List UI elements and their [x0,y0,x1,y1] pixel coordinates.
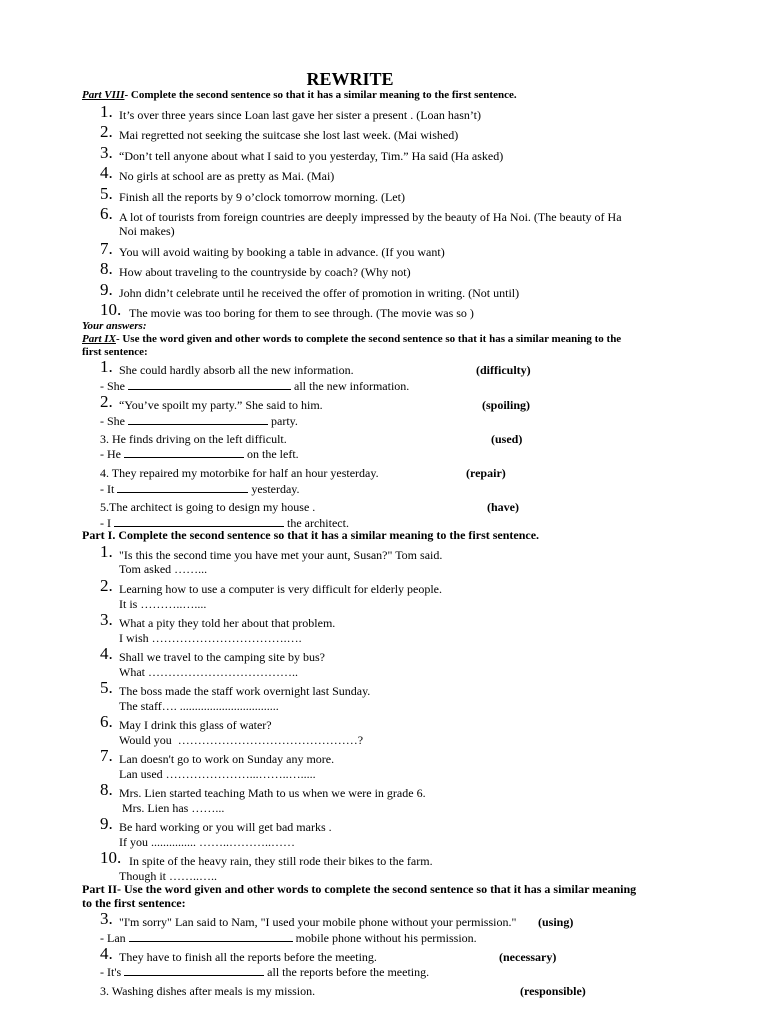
keyword: (spoiling) [482,398,531,412]
item-number: 5. [100,678,113,697]
answer-line: Tom asked ……... [119,562,208,576]
item-number: 3. [100,610,113,629]
item-text: A lot of tourists from foreign countries are deeply impressed by the beauty of Ha Noi. (The beauty of Ha Noi makes) [119,210,622,238]
line-suffix: all the new information. [294,379,410,393]
item-number: 10. [100,848,122,867]
line-prefix: - It's [100,965,122,979]
part9-item-4: 4. They repaired my motorbike for half an hour yesterday. [100,466,379,480]
part2-item-3: 3. Washing dishes after meals is my mission. [100,984,316,998]
item-number: 9. [100,280,113,299]
item-number: 4. [100,163,113,182]
item-text: "I'm sorry" Lan said to Nam, "I used your mobile phone without your permission." [119,915,517,929]
keyword: (have) [487,500,519,514]
item-number: 3. [100,909,113,928]
part1-heading: Part I. Complete the second sentence so that it has a similar meaning to the first sentence. [82,528,540,542]
item-number: 2. [100,122,113,141]
item-text: John didn’t celebrate until he received the offer of promotion in writing. (Not until) [119,286,520,300]
item-text: The movie was too boring for them to see through. (The movie was so ) [129,306,474,320]
item-number: 7. [100,239,113,258]
line-prefix: - It [100,482,115,496]
item-text: You will avoid waiting by booking a table in advance. (If you want) [119,245,445,259]
item-number: 8. [100,259,113,278]
rewrite-line [100,930,477,945]
blank-line[interactable] [129,930,293,942]
rewrite-line [100,964,429,979]
item-number: 4. [100,644,113,663]
item-number: 10. [100,300,122,319]
rewrite-line [100,481,300,496]
item-number: 9. [100,814,113,833]
keyword: (repair) [466,466,506,480]
blank-line[interactable] [128,413,268,425]
answer-line: What ……………………………….. [119,665,298,679]
item-text: What a pity they told her about that problem. [119,616,336,630]
item-number: 3. [100,143,113,162]
line-prefix: - She [100,379,125,393]
item-text: The boss made the staff work overnight last Sunday. [119,684,371,698]
blank-line[interactable] [124,446,244,458]
part9-item-5: 5.The architect is going to design my house . [100,500,316,514]
item-number: 2. [100,392,113,411]
blank-line[interactable] [128,378,291,390]
item-text: “Don’t tell anyone about what I said to you yesterday, Tim.” Ha said (Ha asked) [119,149,504,163]
keyword: (responsible) [520,984,586,998]
item-text: Lan doesn't go to work on Sunday any more. [119,752,335,766]
line-prefix: - She [100,414,125,428]
rewrite-line [100,378,409,393]
item-number: 1. [100,102,113,121]
keyword: (difficulty) [476,363,531,377]
line-suffix: yesterday. [251,482,300,496]
item-number: 7. [100,746,113,765]
item-text: She could hardly absorb all the new information. [119,363,354,377]
line-prefix: - He [100,447,121,461]
line-prefix: - I [100,516,111,530]
item-text: Finish all the reports by 9 o’clock tomorrow morning. (Let) [119,190,405,204]
item-text: Learning how to use a computer is very difficult for elderly people. [119,582,443,596]
answer-line: Would you ………………………………………? [119,733,364,747]
item-text: They have to finish all the reports before the meeting. [119,950,377,964]
answer-line: Lan used …………………...……..…..... [119,767,316,781]
part8-tag: Part VIII [82,89,125,101]
answer-line: Mrs. Lien has ……... [119,801,225,815]
part9-instruction: - Use the word given and other words to complete the second sentence so that it has a similar meaning to the first sentence: [82,333,622,358]
item-number: 2. [100,576,113,595]
part9-item-3: 3. He finds driving on the left difficult. [100,432,287,446]
answer-line: Though it ……..….. [119,869,217,883]
answer-line: If you ............... ……..………..…… [119,835,295,849]
answer-line: It is ………..….... [119,597,207,611]
part2-heading: Part II- Use the word given and other words to complete the second sentence so that it has a similar meaning to the first sentence: [82,882,637,910]
rewrite-line [100,413,298,428]
item-text: Be hard working or you will get bad marks . [119,820,332,834]
line-suffix: on the left. [247,447,299,461]
item-text: No girls at school are as pretty as Mai. (Mai) [119,169,335,183]
line-suffix: the architect. [287,516,349,530]
item-number: 6. [100,204,113,223]
blank-line[interactable] [124,964,264,976]
answer-line: The staff…. ................................. [119,699,279,713]
line-suffix: party. [271,414,298,428]
answers-label: Your answers: [82,320,147,332]
part8-instruction: - Complete the second sentence so that it has a similar meaning to the first sentence. [124,89,517,101]
item-text: Shall we travel to the camping site by bus? [119,650,325,664]
line-prefix: - Lan [100,931,126,945]
part8-heading [82,89,622,102]
item-number: 1. [100,357,113,376]
item-text: Mai regretted not seeking the suitcase she lost last week. (Mai wished) [119,128,459,142]
part9-heading [82,333,622,359]
keyword: (used) [491,432,523,446]
keyword: (using) [538,915,574,929]
page-title: REWRITE [306,69,394,89]
part9-tag: Part IX [82,333,116,345]
item-text: “You’ve spoilt my party.” She said to him. [119,398,323,412]
item-number: 8. [100,780,113,799]
item-number: 1. [100,542,113,561]
item-text: "Is this the second time you have met your aunt, Susan?" Tom said. [119,548,443,562]
item-number: 4. [100,944,113,963]
line-suffix: mobile phone without his permission. [295,931,477,945]
item-number: 5. [100,184,113,203]
blank-line[interactable] [117,481,248,493]
item-text: May I drink this glass of water? [119,718,272,732]
item-text: How about traveling to the countryside by coach? (Why not) [119,265,411,279]
item-number: 6. [100,712,113,731]
item-text: In spite of the heavy rain, they still rode their bikes to the farm. [129,854,433,868]
item-text: Mrs. Lien started teaching Math to us when we were in grade 6. [119,786,426,800]
answer-line: I wish …………………………….…. [119,631,302,645]
blank-line[interactable] [114,515,284,527]
line-suffix: all the reports before the meeting. [267,965,430,979]
rewrite-line [100,446,299,461]
item-text: It’s over three years since Loan last gave her sister a present . (Loan hasn’t) [119,108,481,122]
keyword: (necessary) [499,950,557,964]
